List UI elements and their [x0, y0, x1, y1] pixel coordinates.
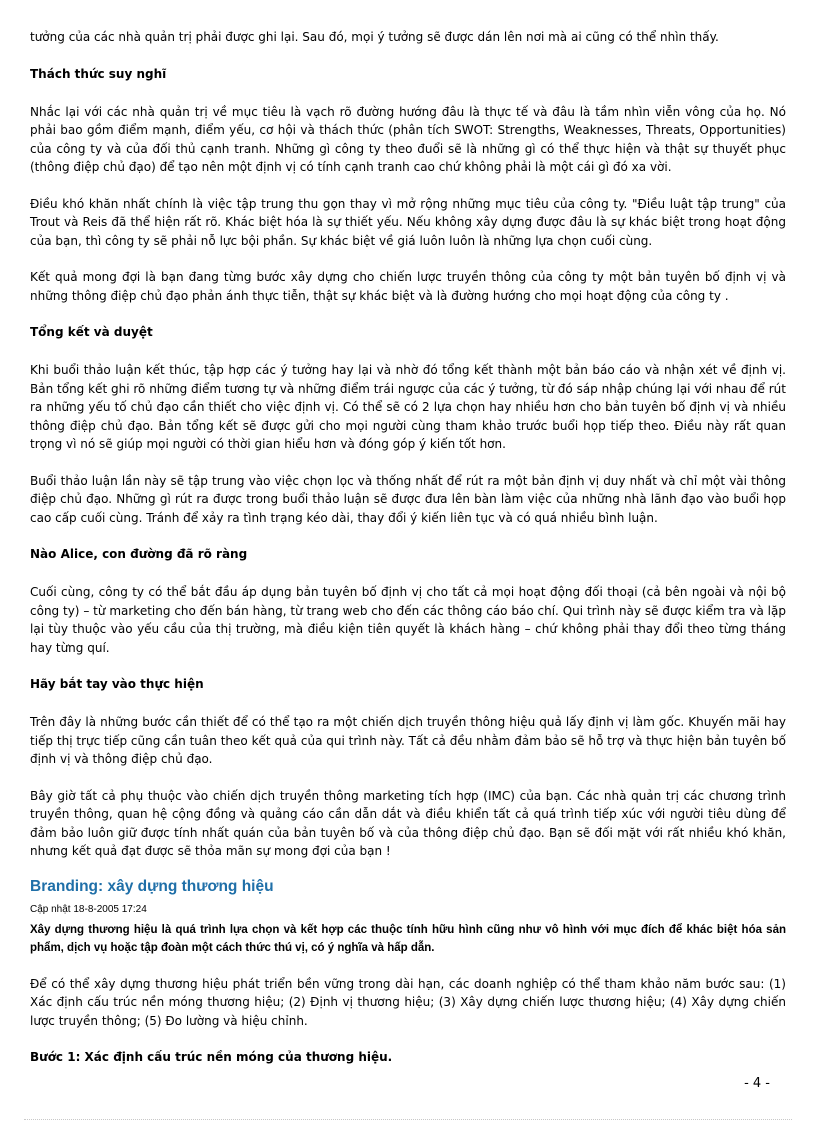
- heading-buoc-1: Bước 1: Xác định cấu trúc nền móng của thương hiệu.: [30, 1050, 393, 1064]
- document-page: [30, 28, 786, 1086]
- page-number: - 4 -: [744, 1076, 770, 1091]
- paragraph: Trên đây là những bước cần thiết để có thể tạo ra một chiến dịch truyền thông hiệu quả lấy định vị làm gốc. Khuyến mãi hay tiếp thị trực tiếp cũng cần tuân theo kết quả của qui trình này. Tất cả đều nhằm đảm bảo sẽ hỗ trợ và thực hiện bản tuyên bố định vị và thông điệp chủ đạo.: [30, 715, 786, 766]
- page-divider: [24, 1119, 792, 1120]
- paragraph: Kết quả mong đợi là bạn đang từng bước xây dựng cho chiến lược truyền thông của công ty một bản tuyên bố định vị và những thông điệp chủ đạo phản ánh thực tiễn, thật sự khác biệt và là đường hướng cho mọi hoạt động của công ty .: [30, 270, 786, 303]
- paragraph: tưởng của các nhà quản trị phải được ghi lại. Sau đó, mọi ý tưởng sẽ được dán lên nơi mà ai cũng có thể nhìn thấy.: [30, 30, 719, 44]
- paragraph: Buổi thảo luận lần này sẽ tập trung vào việc chọn lọc và thống nhất để rút ra một bản định vị duy nhất và chỉ một vài thông điệp chủ đạo. Những gì rút ra được trong buổi thảo luận sẽ được đưa lên bàn làm việc của những nhà lãnh đạo vào buổi họp cao cấp cuối cùng. Tránh để xảy ra tình trạng kéo dài, thay đổi ý kiến liên tục và có quá nhiều bình luận.: [30, 473, 786, 525]
- heading-nao-alice: Nào Alice, con đường đã rõ ràng: [30, 547, 248, 561]
- heading-thach-thuc-suy-nghi: Thách thức suy nghĩ: [30, 66, 167, 81]
- paragraph: Khi buổi thảo luận kết thúc, tập hợp các ý tưởng hay lại và nhờ đó tổng kết thành một bản báo cáo và nhận xét về định vị. Bản tổng kết ghi rõ những điểm tương tự và những điểm trái ngược của các ý tưởng, từ đó sáp nhập chúng lại với nhau để rút ra những yếu tố chủ đạo cần thiết cho việc định vị. Có thể sẽ có 2 lựa chọn hay nhiều hơn cho bản tuyên bố định vị và nhiều thông điệp chủ đạo. Bản tổng kết sẽ được gửi cho mọi người cùng tham khảo trước buổi họp tiếp theo. Điều này rất quan trọng vì nó sẽ giúp mọi người có thời gian hiểu hơn và đóng góp ý kiến tốt hơn.: [30, 363, 786, 451]
- paragraph: Bây giờ tất cả phụ thuộc vào chiến dịch truyền thông marketing tích hợp (IMC) của bạn. Các nhà quản trị các chương trình truyền thông, quan hệ cộng đồng và quảng cáo cần dẫn dắt và điều khiển tất cả quá trình tiếp xúc với người tiêu dùng để đảm bảo luôn giữ được tính nhất quán của bản tuyên bố và của thông điệp chủ đạo. Bạn sẽ đối mặt với rất nhiều khó khăn, nhưng kết quả đạt được sẽ thỏa mãn sự mong đợi của bạn !: [30, 788, 786, 858]
- updated-timestamp: Cập nhật 18-8-2005 17:24: [30, 903, 147, 915]
- lead-paragraph: Xây dựng thương hiệu là quá trình lựa chọn và kết hợp các thuộc tính hữu hình cũng như vô hình với mục đích để khác biệt hóa sản phẩm, dịch vụ hoặc tập đoàn một cách thức thú vị, có ý nghĩa và hấp dẫn.: [30, 923, 786, 954]
- paragraph: Điều khó khăn nhất chính là việc tập trung thu gọn thay vì mở rộng những mục tiêu của công ty. "Điều luật tập trung" của Trout và Reis đã thể hiện rất rõ. Khác biệt hóa là sự thiết yếu. Nếu không xây dựng được đâu là sự khác biệt trong hoạt động của bạn, thì công ty sẽ phải nỗ lực bội phần. Sự khác biệt về giá luôn luôn là những lựa chọn cuối cùng.: [30, 196, 786, 248]
- section-title: Branding: xây dựng thương hiệu: [30, 877, 274, 895]
- heading-tong-ket-va-duyet: Tổng kết và duyệt: [30, 325, 153, 339]
- heading-hay-bat-tay: Hãy bắt tay vào thực hiện: [30, 677, 204, 691]
- paragraph: Cuối cùng, công ty có thể bắt đầu áp dụng bản tuyên bố định vị cho tất cả mọi hoạt động đối thoại (cả bên ngoài và nội bộ công ty) – từ marketing cho đến bán hàng, từ trang web cho đến các thông cáo báo chí. Qui trình này sẽ được kiểm tra và lặp lại tùy thuộc vào yếu cầu của thị trường, mà điều kiện tiên quyết là khách hàng – chứ không phải thay đổi theo từng tháng hay từng quí.: [30, 585, 786, 655]
- paragraph: Để có thể xây dựng thương hiệu phát triển bền vững trong dài hạn, các doanh nghiệp có thể tham khảo năm bước sau: (1) Xác định cấu trúc nền móng thương hiệu; (2) Định vị thương hiệu; (3) Xây dựng chiến lược thương hiệu; (4) Xây dựng chiến lược truyền thông; (5) Đo lường và hiệu chỉnh.: [30, 976, 786, 1028]
- paragraph: Nhắc lại với các nhà quản trị về mục tiêu là vạch rõ đường hướng đâu là thực tế và đâu là tầm nhìn viễn vông của họ. Nó phải bao gồm điểm mạnh, điểm yếu, cơ hội và thách thức (phân tích SWOT: Strengths, Weaknesses, Threats, Opportunities) của công ty và của đối thủ cạnh tranh. Những gì công ty theo đuổi sẽ là những gì có thể thực hiện và thật sự thuyết phục (thông điệp chủ đạo) để tạo nên một định vị có tính cạnh tranh cao chứ không phải là một cái gì đó xa vời.: [30, 104, 786, 174]
